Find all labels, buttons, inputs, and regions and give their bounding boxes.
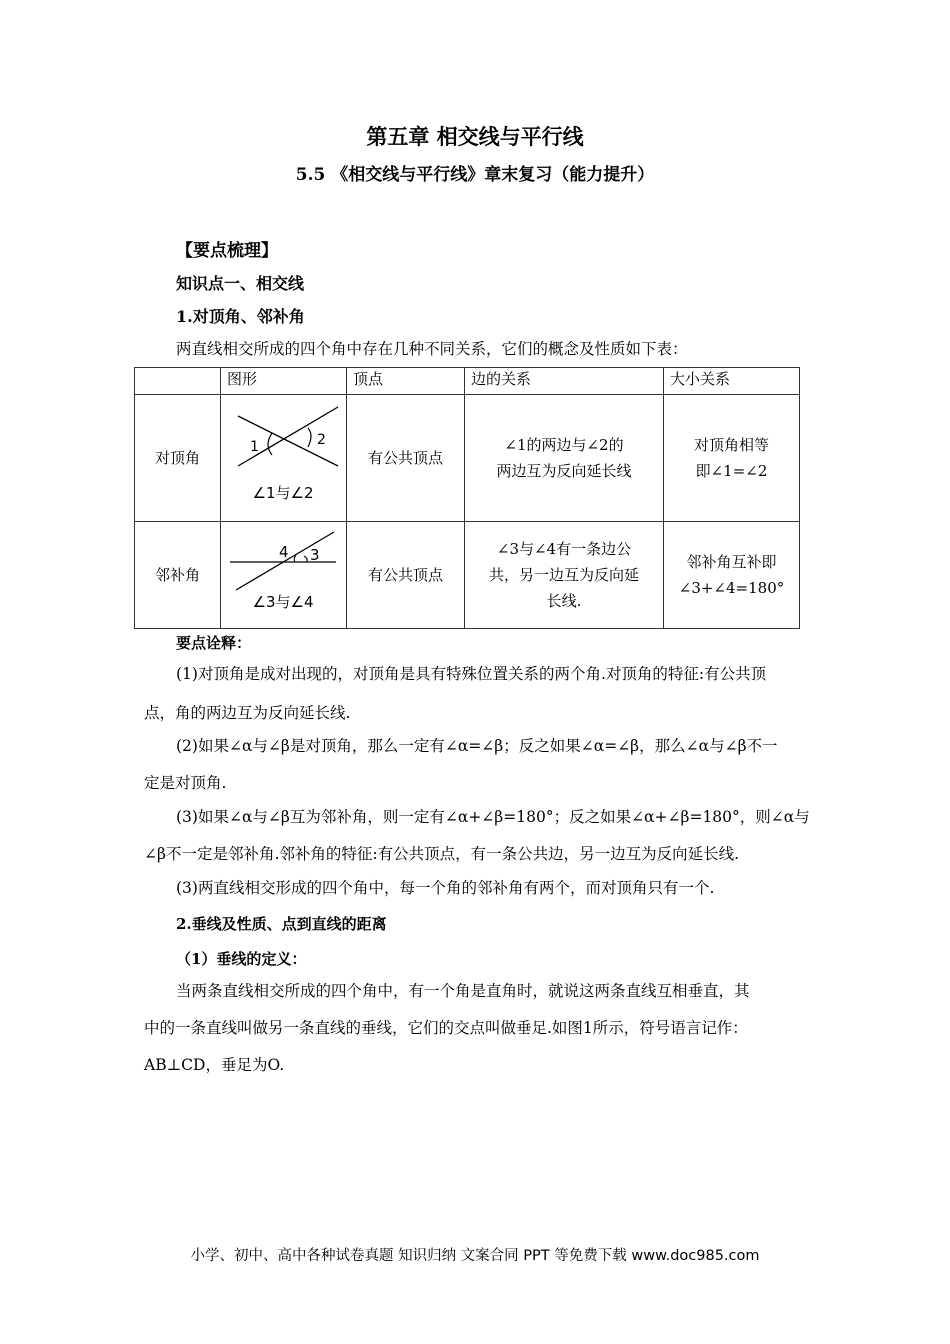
angle-1-label: 1 bbox=[250, 439, 259, 455]
angle-2-arc bbox=[308, 428, 311, 447]
definition-line: AB⊥CD，垂足为O. bbox=[144, 1056, 285, 1074]
note-line: 定是对顶角. bbox=[144, 774, 227, 792]
angle-2-label: 2 bbox=[317, 432, 326, 448]
size-line-2: 即∠1=∠2 bbox=[695, 462, 768, 480]
definition-line: 中的一条直线叫做另一条直线的垂线，它们的交点叫做垂足.如图1所示，符号语言记作： bbox=[144, 1019, 748, 1037]
size-line-1: 邻补角互补即 bbox=[686, 553, 777, 571]
angle-4-label: 4 bbox=[279, 543, 289, 561]
page-footer: 小学、初中、高中各种试卷真题 知识归纳 文案合同 PPT 等免费下载 www.doc985.com bbox=[190, 1248, 760, 1264]
row-name-vertical-angles: 对顶角 bbox=[135, 395, 221, 522]
notes-heading: 要点诠释： bbox=[176, 634, 252, 652]
note-line: (1)对顶角是成对出现的，对顶角是具有特殊位置关系的两个角.对顶角的特征:有公共顶 bbox=[176, 665, 767, 683]
figure-caption: ∠3与∠4 bbox=[252, 593, 314, 611]
table-header-row bbox=[135, 368, 800, 395]
size-line-2: ∠3+∠4=180° bbox=[678, 579, 785, 597]
header-cell-size: 大小关系 bbox=[664, 368, 800, 395]
note-line: (2)如果∠α与∠β是对顶角，那么一定有∠α=∠β；反之如果∠α=∠β，那么∠α与∠β不一 bbox=[176, 737, 778, 755]
angle-3-label: 3 bbox=[310, 546, 320, 564]
angle-1-arc bbox=[268, 433, 272, 455]
header-cell-sides: 边的关系 bbox=[465, 368, 664, 395]
size-cell bbox=[664, 395, 800, 522]
sides-line-2: 共，另一边互为反向延 bbox=[488, 566, 639, 584]
size-line-1: 对顶角相等 bbox=[693, 436, 769, 454]
subheading-perpendicular: 2.垂线及性质、点到直线的距离 bbox=[176, 915, 387, 933]
size-cell bbox=[664, 522, 800, 629]
angle-comparison-table bbox=[134, 367, 800, 629]
table-row bbox=[135, 395, 800, 522]
sides-cell bbox=[465, 395, 664, 522]
knowledge-point-heading: 知识点一、相交线 bbox=[176, 274, 305, 293]
header-cell-vertex: 顶点 bbox=[347, 368, 465, 395]
sides-line-1: ∠1的两边与∠2的 bbox=[504, 436, 624, 454]
subheading-perpendicular-definition: （1）垂线的定义： bbox=[176, 950, 307, 968]
table-row bbox=[135, 522, 800, 629]
definition-line: 当两条直线相交所成的四个角中，有一个角是直角时，就说这两条直线互相垂直，其 bbox=[176, 982, 750, 1000]
row-name-adjacent-angles: 邻补角 bbox=[135, 522, 221, 629]
angle-3-arc bbox=[304, 556, 307, 562]
vertex-cell: 有公共顶点 bbox=[347, 522, 465, 629]
note-line: (3)两直线相交形成的四个角中，每一个角的邻补角有两个，而对顶角只有一个. bbox=[176, 879, 715, 897]
figure-adjacent-angles bbox=[221, 522, 347, 629]
note-line: (3)如果∠α与∠β互为邻补角，则一定有∠α+∠β=180°；反之如果∠α+∠β=180°，则∠α与 bbox=[176, 808, 810, 826]
header-cell-figure: 图形 bbox=[221, 368, 347, 395]
sides-line-1: ∠3与∠4有一条边公 bbox=[496, 540, 632, 558]
sides-line-3: 长线. bbox=[546, 592, 582, 610]
sides-cell bbox=[465, 522, 664, 629]
note-line: ∠β不一定是邻补角.邻补角的特征:有公共顶点，有一条公共边，另一边互为反向延长线. bbox=[144, 845, 740, 863]
figure-vertical-angles bbox=[221, 395, 347, 522]
vertex-cell: 有公共顶点 bbox=[347, 395, 465, 522]
adjacent-angles-diagram bbox=[224, 522, 343, 624]
intro-text: 两直线相交所成的四个角中存在几种不同关系，它们的概念及性质如下表： bbox=[176, 340, 688, 358]
section-heading: 【要点梳理】 bbox=[176, 241, 278, 261]
sides-line-2: 两边互为反向延长线 bbox=[496, 462, 632, 480]
figure-caption: ∠1与∠2 bbox=[252, 484, 314, 502]
section-subtitle: 5.5 《相交线与平行线》章末复习（能力提升） bbox=[295, 165, 655, 185]
note-line: 点，角的两边互为反向延长线. bbox=[144, 704, 351, 722]
vertical-angles-diagram bbox=[224, 395, 343, 517]
header-cell-empty bbox=[135, 368, 221, 395]
subheading-angles: 1.对顶角、邻补角 bbox=[176, 307, 305, 326]
chapter-title: 第五章 相交线与平行线 bbox=[366, 124, 584, 149]
